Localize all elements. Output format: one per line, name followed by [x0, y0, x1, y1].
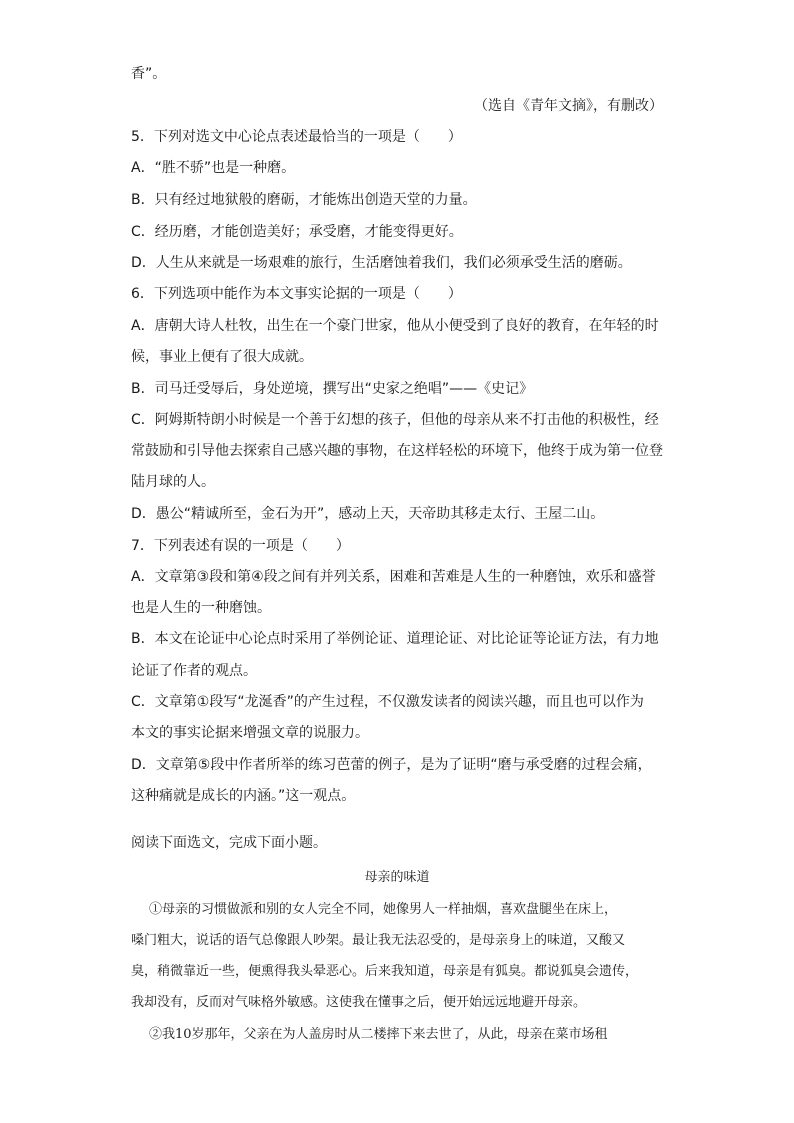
question-7-option-a-cont: 也是人生的一种磨蚀。	[131, 600, 271, 616]
source-citation: （选自《青年文摘》，有删改）	[474, 98, 663, 114]
story-title: 母亲的味道	[364, 870, 430, 885]
question-6-option-c-cont: 常鼓励和引导他去探索自己感兴趣的事物，在这样轻松的环境下，他终于成为第一位登	[131, 443, 663, 459]
story-paragraph-2: ②我10岁那年，父亲在为人盖房时从二楼摔下来去世了，从此，母亲在菜市场租	[149, 1027, 608, 1042]
reading-instruction: 阅读下面选文，完成下面小题。	[131, 835, 327, 851]
question-6-option-c-cont: 陆月球的人。	[131, 474, 215, 490]
text-line: 香”。	[131, 66, 167, 82]
question-6-option-a-cont: 候，事业上便有了很大成就。	[131, 349, 313, 365]
question-7-option-b-cont: 论证了作者的观点。	[131, 663, 257, 679]
story-paragraph-1-cont: 臭，稍微靠近一些，便熏得我头晕恶心。后来我知道，母亲是有狐臭。都说狐臭会遗传，	[131, 964, 639, 979]
question-7-option-a: A．文章第③段和第④段之间有并列关系，困难和苦难是人生的一种磨蚀，欢乐和盛誉	[131, 569, 656, 585]
question-6-option-b: B．司马迁受辱后，身处逆境，撰写出“史家之绝唱”——《史记》	[131, 381, 534, 397]
question-7-option-d-cont: 这种痛就是成长的内涵。”这一观点。	[131, 788, 356, 804]
question-7-option-c: C．文章第①段写“龙涎香”的产生过程，不仅激发读者的阅读兴趣，而且也可以作为	[131, 694, 644, 710]
story-paragraph-1: ①母亲的习惯做派和别的女人完全不同，她像男人一样抽烟，喜欢盘腿坐在床上，	[149, 902, 618, 917]
question-6-option-d: D．愚公“精诚所至，金石为开”，感动上天，天帝助其移走太行、王屋二山。	[131, 506, 605, 522]
question-6: 6．下列选项中能作为本文事实论据的一项是（ ）	[131, 286, 462, 302]
question-5-option-b: B．只有经过地狱般的磨砺，才能炼出创造天堂的力量。	[131, 192, 477, 208]
question-5-option-a: A．“胜不骄”也是一种磨。	[131, 160, 296, 176]
question-7-option-b: B．本文在论证中心论点时采用了举例论证、道理论证、对比论证等论证方法，有力地	[131, 631, 659, 647]
question-5: 5．下列对选文中心论点表述最恰当的一项是（ ）	[131, 129, 462, 145]
question-6-option-c: C．阿姆斯特朗小时候是一个善于幻想的孩子，但他的母亲从来不打击他的积极性，经	[131, 412, 659, 428]
question-6-option-a: A．唐朝大诗人杜牧，出生在一个豪门世家，他从小便受到了良好的教育，在年轻的时	[131, 318, 659, 334]
story-paragraph-1-cont: 嗓门粗大，说话的语气总像跟人吵架。最让我无法忍受的，是母亲身上的味道，又酸又	[131, 933, 626, 948]
question-7-option-c-cont: 本文的事实论据来增强文章的说服力。	[131, 725, 369, 741]
question-7-option-d: D．文章第⑤段中作者所举的练习芭蕾的例子，是为了证明“磨与承受磨的过程会痛，	[131, 757, 652, 773]
question-5-option-c: C．经历磨，才能创造美好；承受磨，才能变得更好。	[131, 224, 463, 240]
question-5-option-d: D．人生从来就是一场艰难的旅行，生活磨蚀着我们，我们必须承受生活的磨砺。	[131, 255, 632, 271]
question-7: 7．下列表述有误的一项是（ ）	[131, 538, 350, 554]
story-paragraph-1-cont: 我却没有，反而对气味格外敏感。这使我在懂事之后，便开始远远地避开母亲。	[131, 995, 587, 1010]
